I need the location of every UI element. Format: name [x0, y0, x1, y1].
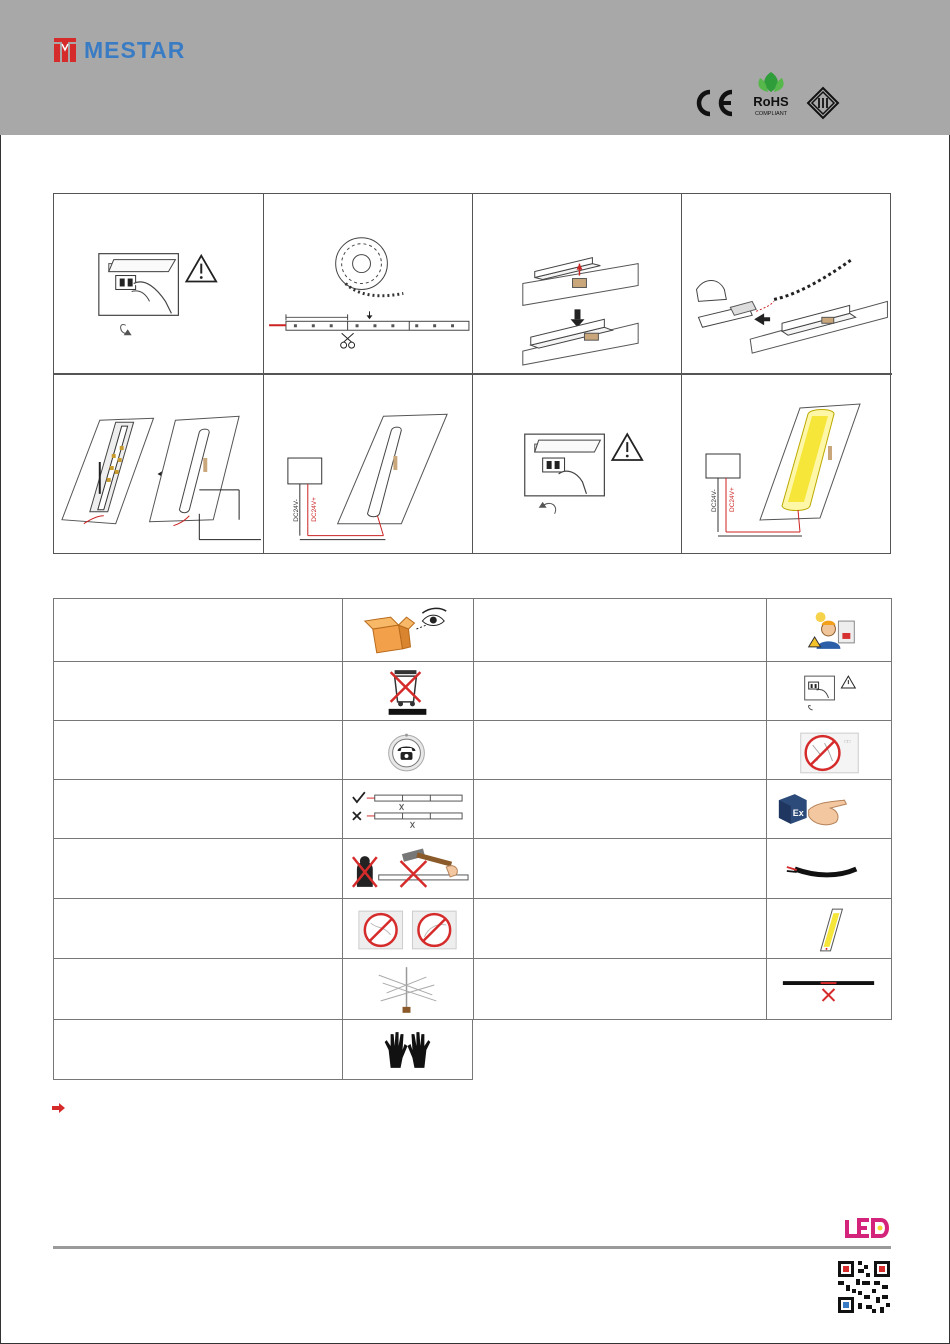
note-text: [54, 1020, 342, 1079]
table-row: [53, 661, 892, 721]
table-row: [53, 898, 892, 959]
note-text: [54, 599, 342, 661]
led-logo-icon: [845, 1216, 891, 1240]
note-text: [54, 899, 342, 958]
light-on-icon: [682, 374, 892, 554]
note-image-cell: [766, 899, 891, 958]
qualified-electrician-icon: [767, 599, 891, 661]
note-text: [54, 721, 342, 779]
note-image-cell: [342, 721, 473, 779]
cable-icon: [767, 839, 891, 898]
footer-divider: [53, 1246, 891, 1249]
table-row: [53, 1019, 473, 1080]
install-step-1: [54, 194, 264, 374]
note-text: [54, 839, 342, 898]
install-step-4: [682, 194, 892, 374]
wear-gloves-icon: [343, 1020, 472, 1079]
inspect-package-icon: [343, 599, 473, 661]
install-step-2: [264, 194, 473, 374]
no-cable-damage-icon: [767, 959, 891, 1019]
phone-support-icon: [343, 721, 473, 779]
table-row: [53, 958, 892, 1020]
cut-at-mark-icon: [343, 780, 473, 838]
antenna-ground-icon: [343, 959, 473, 1019]
power-off-before-install-icon: [767, 662, 891, 720]
note-image-cell: [342, 959, 473, 1019]
note-text: [473, 899, 766, 958]
install-step-7: [473, 374, 682, 554]
note-text: [473, 721, 766, 779]
no-explosive-environment-icon: [767, 780, 891, 838]
note-text: [54, 959, 342, 1019]
note-image-cell: [342, 599, 473, 661]
no-bend-icon: [343, 899, 473, 958]
note-text: [54, 780, 342, 838]
no-hammer-icon: [343, 839, 473, 898]
note-text: [473, 662, 766, 720]
note-image-cell: [342, 899, 473, 958]
insert-cover-icon: [54, 374, 263, 554]
note-image-cell: [766, 662, 891, 720]
note-image-cell: [766, 780, 891, 838]
svg-text:Ex: Ex: [792, 807, 804, 818]
note-image-cell: [342, 1020, 472, 1079]
safety-notes-table: [53, 598, 892, 1080]
grid-divider: [54, 374, 892, 375]
dc-minus-label: DC24V-: [711, 489, 718, 512]
note-image-cell: [766, 721, 891, 779]
led-strip-icon: [767, 899, 891, 958]
ce-mark-icon: [694, 88, 736, 118]
install-step-8: [682, 374, 892, 554]
note-image-cell: [342, 780, 473, 838]
red-arrow-icon: [52, 1103, 66, 1113]
rohs-icon: [750, 70, 792, 120]
note-text: [473, 959, 766, 1019]
installation-steps-grid: [53, 193, 891, 554]
table-row: [53, 720, 892, 780]
power-on-breaker-icon: [473, 374, 681, 554]
header-bar: [0, 0, 950, 135]
svg-text:□□: □□: [844, 740, 851, 746]
note-text: [473, 780, 766, 838]
install-step-6: [264, 374, 473, 554]
note-text: [473, 839, 766, 898]
protection-class-iii-icon: [806, 86, 840, 120]
stick-strip-icon: [682, 194, 892, 373]
note-text: [54, 662, 342, 720]
connect-driver-icon: [264, 374, 472, 554]
brand-name: MESTAR: [84, 36, 186, 63]
no-flammable-surface-icon: [767, 721, 891, 779]
note-image-cell: [766, 599, 891, 661]
note-image-cell: [766, 959, 891, 1019]
mestar-logo-icon: [52, 36, 78, 64]
install-step-5: [54, 374, 264, 554]
svg-text:RoHS: RoHS: [753, 94, 789, 109]
install-step-3: [473, 194, 682, 374]
dc-minus-label: DC24V-: [292, 499, 300, 522]
brand-logo: [52, 36, 185, 64]
note-image-cell: [766, 839, 891, 898]
no-household-waste-icon: [343, 662, 473, 720]
note-text: [473, 599, 766, 661]
qr-code: [836, 1259, 892, 1315]
note-image-cell: [342, 839, 473, 898]
svg-text:COMPLIANT: COMPLIANT: [754, 111, 788, 117]
dc-plus-label: DC24V+: [729, 487, 736, 512]
power-off-breaker-icon: [54, 194, 263, 373]
dc-plus-label: DC24V+: [310, 497, 318, 522]
table-row: [53, 598, 892, 662]
table-row: [53, 779, 892, 839]
certification-marks: [694, 78, 844, 124]
cut-strip-icon: [264, 194, 472, 373]
mount-clip-icon: [473, 194, 681, 373]
table-row: [53, 838, 892, 899]
note-image-cell: [342, 662, 473, 720]
